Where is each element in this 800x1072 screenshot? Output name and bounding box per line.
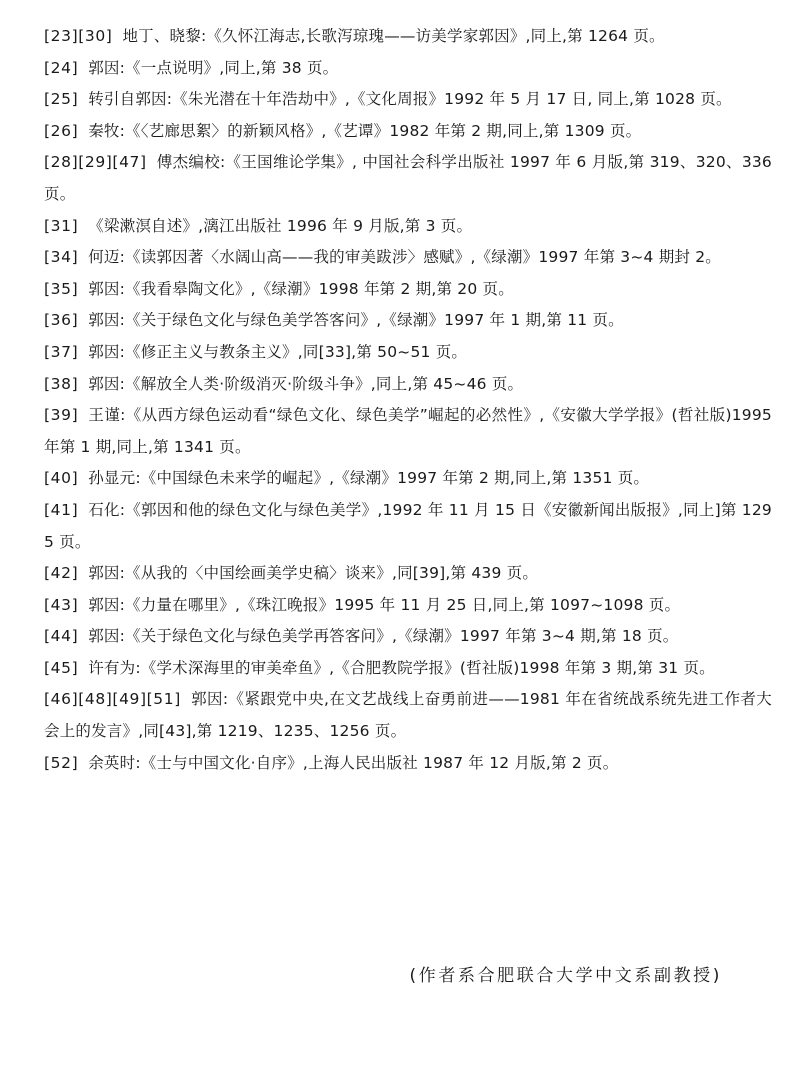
reference-number: [40] [44,469,79,488]
reference-entry [44,147,772,210]
reference-number: [39] [44,406,79,425]
reference-number: [25] [44,90,79,109]
reference-text: 王谨:《从西方绿色运动看“绿色文化、绿色美学”崛起的必然性》,《安徽大学学报》(哲社版)1995 年第 1 期,同上,第 1341 页。 [44,406,772,456]
reference-number: [37] [44,342,79,361]
reference-number: [34] [44,248,79,267]
reference-text: 何迈:《读郭因著〈水阔山高——我的审美跋涉〉感赋》,《绿潮》1997 年第 3~4 期封 2。 [88,248,721,267]
reference-text: 郭因:《力量在哪里》,《珠江晚报》1995 年 11 月 25 日,同上,第 1097~1098 页。 [88,595,681,614]
reference-number: [26] [44,121,79,140]
reference-entry [44,84,772,116]
reference-number: [23][30] [44,27,113,45]
reference-entry [44,21,772,53]
reference-text: 郭因:《紧跟党中央,在文艺战线上奋勇前进——1981 年在省统战系统先进工作者大会上的发言》,同[43],第 1219、1235、1256 页。 [44,690,772,741]
reference-text: 地丁、晓黎:《久怀江海志,长歌泻琼瑰——访美学家郭因》,同上,第 1264 页。 [122,27,665,45]
reference-text: 郭因:《关于绿色文化与绿色美学再答客问》,《绿潮》1997 年第 3~4 期,第 18 页。 [88,627,679,646]
reference-text: 许有为:《学术深海里的审美牵鱼》,《合肥教院学报》(哲社版)1998 年第 3 期,第 31 页。 [88,658,715,677]
reference-text: 《梁漱溟自述》,漓江出版社 1996 年 9 月版,第 3 页。 [88,216,473,235]
reference-entry [44,369,772,401]
reference-entry [44,653,772,685]
reference-number: [41] [44,500,79,519]
reference-text: 余英时:《士与中国文化·自序》,上海人民出版社 1987 年 12 月版,第 2 页。 [88,753,619,772]
reference-number: [44] [44,627,79,646]
reference-text: 秦牧:《〈艺廊思絮〉的新颖风格》,《艺谭》1982 年第 2 期,同上,第 1309 页。 [88,121,642,140]
reference-number: [38] [44,374,79,393]
reference-text: 郭因:《关于绿色文化与绿色美学答客问》,《绿潮》1997 年 1 期,第 11 页。 [88,311,624,330]
reference-number: [24] [44,58,79,77]
reference-number: [36] [44,311,79,330]
author-affiliation: (作者系合肥联合大学中文系副教授) [409,966,722,986]
reference-text: 郭因:《我看皋陶文化》,《绿潮》1998 年第 2 期,第 20 页。 [88,279,514,298]
reference-number: [31] [44,216,79,235]
reference-entry [44,242,772,274]
reference-text: 郭因:《一点说明》,同上,第 38 页。 [88,58,339,77]
reference-entry [44,748,772,780]
reference-entry [44,211,772,243]
reference-text: 石化:《郭因和他的绿色文化与绿色美学》,1992 年 11 月 15 日《安徽新闻出版报》,同上]第 1295 页。 [44,500,772,551]
reference-text: 傅杰编校:《王国维论学集》, 中国社会科学出版社 1997 年 6 月版,第 319、320、336 页。 [44,153,772,203]
reference-number: [46][48][49][51] [44,690,181,709]
reference-entry [44,337,772,369]
reference-entry [44,621,772,653]
reference-entry [44,274,772,306]
reference-entry [44,400,772,463]
reference-entry [44,463,772,495]
reference-number: [45] [44,658,79,677]
reference-entry [44,558,772,590]
reference-number: [52] [44,753,79,772]
reference-entry [44,116,772,148]
reference-number: [43] [44,595,79,614]
reference-entry [44,590,772,622]
reference-text: 郭因:《修正主义与教条主义》,同[33],第 50~51 页。 [88,342,468,361]
reference-text: 转引自郭因:《朱光潜在十年浩劫中》,《文化周报》1992 年 5 月 17 日, 同上,第 1028 页。 [88,90,732,109]
reference-entry [44,495,772,558]
reference-text: 郭因:《从我的〈中国绘画美学史稿〉谈来》,同[39],第 439 页。 [88,564,539,583]
reference-list [44,21,772,779]
reference-entry [44,684,772,747]
reference-entry [44,305,772,337]
reference-number: [35] [44,279,79,298]
reference-number: [28][29][47] [44,153,147,172]
reference-text: 孙显元:《中国绿色未来学的崛起》,《绿潮》1997 年第 2 期,同上,第 1351 页。 [88,469,650,488]
reference-entry [44,53,772,85]
reference-text: 郭因:《解放全人类·阶级消灭·阶级斗争》,同上,第 45~46 页。 [88,374,524,393]
reference-number: [42] [44,564,79,583]
